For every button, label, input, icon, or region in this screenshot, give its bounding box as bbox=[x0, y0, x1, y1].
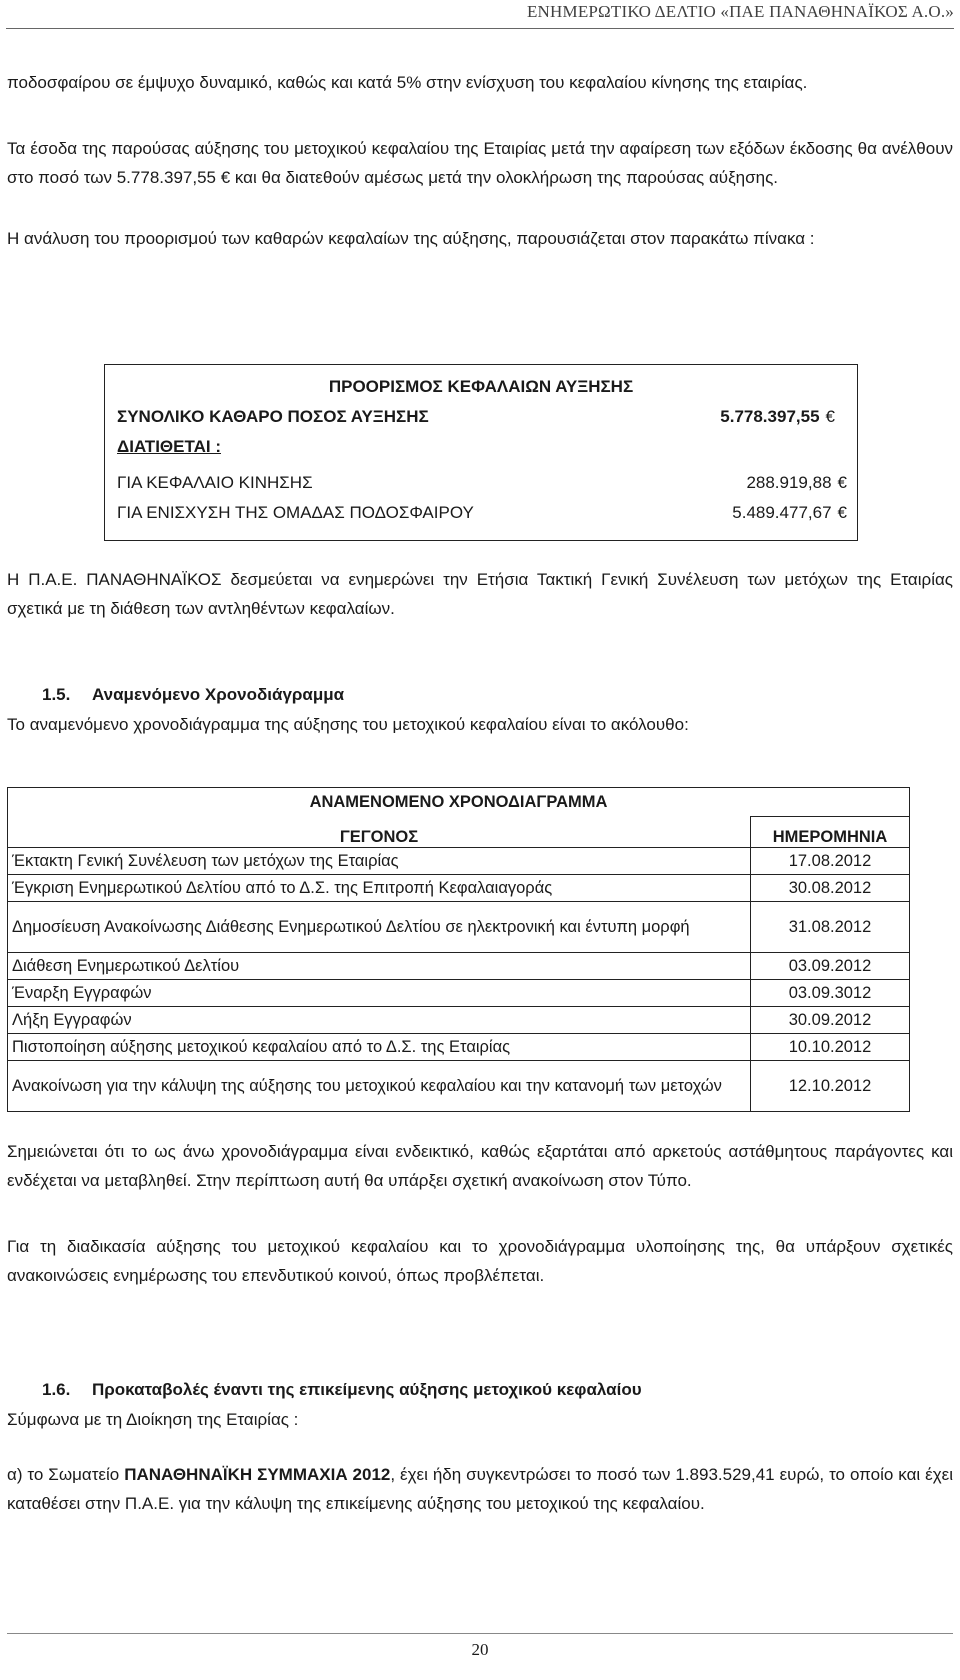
section-number: 1.5. bbox=[42, 685, 71, 704]
table-row bbox=[8, 875, 910, 902]
event-cell: Δημοσίευση Ανακοίνωσης Διάθεσης Ενημερωτικού Δελτίου σε ηλεκτρονική και έντυπη μορφή bbox=[8, 902, 751, 953]
table-row bbox=[8, 902, 910, 953]
section-title: Αναμενόμενο Χρονοδιάγραμμα bbox=[92, 685, 345, 704]
funds-row bbox=[117, 499, 847, 527]
funds-total-row bbox=[117, 403, 847, 431]
paragraph-5: Το αναμενόμενο χρονοδιάγραμμα της αύξησης του μετοχικού κεφαλαίου είναι το ακόλουθο: bbox=[7, 715, 689, 734]
column-header-event: ΓΕΓΟΝΟΣ bbox=[8, 817, 751, 848]
event-cell: Έγκριση Ενημερωτικού Δελτίου από το Δ.Σ. της Επιτροπή Κεφαλαιαγοράς bbox=[8, 875, 751, 902]
funds-row-amount: 288.919,88 bbox=[746, 473, 832, 492]
association-name: ΠΑΝΑΘΗΝΑΪΚΗ ΣΥΜΜΑΧΙΑ 2012 bbox=[124, 1465, 391, 1484]
date-cell: 30.09.2012 bbox=[751, 1007, 910, 1034]
event-cell: Λήξη Εγγραφών bbox=[8, 1007, 751, 1034]
paragraph-8: Σύμφωνα με τη Διοίκηση της Εταιρίας : bbox=[7, 1410, 299, 1429]
event-cell: Πιστοποίηση αύξησης μετοχικού κεφαλαίου από το Δ.Σ. της Εταιρίας bbox=[8, 1034, 751, 1061]
funds-row-label: ΓΙΑ ΚΕΦΑΛΑΙΟ ΚΙΝΗΣΗΣ bbox=[117, 473, 313, 492]
funds-row bbox=[117, 469, 847, 497]
funds-row-amount: 5.489.477,67 bbox=[732, 503, 832, 522]
paragraph-2: Τα έσοδα της παρούσας αύξησης του μετοχικού κεφαλαίου της Εταιρίας μετά την αφαίρεση των εξόδων έκδοσης θα ανέλθουν στο ποσό των 5.778.397,55 € και θα διατεθούν αμέσως μετά την ολοκλήρωση της παρούσας αύξησης. bbox=[7, 139, 953, 187]
euro-sign: € bbox=[825, 407, 835, 426]
funds-row-value bbox=[746, 469, 847, 497]
schedule-title-row bbox=[8, 788, 910, 817]
date-cell: 03.09.3012 bbox=[751, 980, 910, 1007]
date-cell: 03.09.2012 bbox=[751, 953, 910, 980]
table-row bbox=[8, 848, 910, 875]
schedule-header-row bbox=[8, 817, 910, 848]
paragraph-6: Σημειώνεται ότι το ως άνω χρονοδιάγραμμα είναι ενδεικτικό, καθώς εξαρτάται από αρκετούς αστάθμητους παράγοντες και ενδέχεται να μεταβληθεί. Στην περίπτωση αυτή θα υπάρξει σχετική ανακοίνωση στον Τύπο. bbox=[7, 1142, 953, 1190]
date-cell: 30.08.2012 bbox=[751, 875, 910, 902]
funds-total-amount: 5.778.397,55 bbox=[720, 407, 820, 426]
funds-allocation-table bbox=[104, 364, 858, 541]
table-row bbox=[8, 980, 910, 1007]
section-heading-1-5 bbox=[42, 685, 344, 705]
funds-table-title: ΠΡΟΟΡΙΣΜΟΣ ΚΕΦΑΛΑΙΩΝ ΑΥΞΗΣΗΣ bbox=[328, 377, 634, 396]
funds-row-label: ΓΙΑ ΕΝΙΣΧΥΣΗ ΤΗΣ ΟΜΑΔΑΣ ΠΟΔΟΣΦΑΙΡΟΥ bbox=[117, 503, 474, 522]
funds-row-value bbox=[732, 499, 847, 527]
funds-allocated-label: ΔΙΑΤΙΘΕΤΑΙ : bbox=[117, 437, 221, 456]
paragraph-9 bbox=[7, 1460, 953, 1518]
section-number: 1.6. bbox=[42, 1380, 71, 1399]
event-cell: Έκτακτη Γενική Συνέλευση των μετόχων της Εταιρίας bbox=[8, 848, 751, 875]
column-header-date: ΗΜΕΡΟΜΗΝΙΑ bbox=[751, 817, 910, 848]
schedule-table-title: ΑΝΑΜΕΝΟΜΕΝΟ ΧΡΟΝΟΔΙΑΓΡΑΜΜΑ bbox=[8, 788, 910, 817]
funds-total-label: ΣΥΝΟΛΙΚΟ ΚΑΘΑΡΟ ΠΟΣΟΣ ΑΥΞΗΣΗΣ bbox=[117, 407, 429, 426]
table-row bbox=[8, 1061, 910, 1112]
paragraph-7: Για τη διαδικασία αύξησης του μετοχικού κεφαλαίου και το χρονοδιάγραμμα υλοποίησης της, θα υπάρξουν σχετικές ανακοινώσεις ενημέρωσης του επενδυτικού κοινού, όπως προβλέπεται. bbox=[7, 1237, 953, 1285]
page-number: 20 bbox=[471, 1640, 489, 1659]
table-row bbox=[8, 953, 910, 980]
running-header: ΕΝΗΜΕΡΩΤΙΚΟ ΔΕΛΤΙΟ «ΠΑΕ ΠΑΝΑΘΗΝΑΪΚΟΣ Α.Ο.» bbox=[526, 2, 954, 21]
euro-sign: € bbox=[837, 473, 847, 492]
paragraph-9-start: α) το Σωματείο bbox=[7, 1465, 125, 1484]
table-row bbox=[8, 1034, 910, 1061]
paragraph-4: Η Π.Α.Ε. ΠΑΝΑΘΗΝΑΪΚΟΣ δεσμεύεται να ενημερώνει την Ετήσια Τακτική Γενική Συνέλευση των μετόχων της Εταιρίας σχετικά με τη διάθεση των αντληθέντων κεφαλαίων. bbox=[7, 570, 953, 618]
paragraph-9-end: , έχει ήδη συγκεντρώσει το ποσό των 1.893.529,41 ευρώ, το οποίο και έχει καταθέσει στην Π.Α.Ε. για την κάλυψη της επικείμενης αύξησης του μετοχικού της κεφαλαίου. bbox=[7, 1465, 953, 1513]
event-cell: Διάθεση Ενημερωτικού Δελτίου bbox=[8, 953, 751, 980]
schedule-table bbox=[7, 787, 910, 1112]
paragraph-1: ποδοσφαίρου σε έμψυχο δυναμικό, καθώς και κατά 5% στην ενίσχυση του κεφαλαίου κίνησης της εταιρίας. bbox=[7, 73, 808, 92]
date-cell: 10.10.2012 bbox=[751, 1034, 910, 1061]
paragraph-3: Η ανάλυση του προορισμού των καθαρών κεφαλαίων της αύξησης, παρουσιάζεται στον παρακάτω πίνακα : bbox=[7, 229, 815, 248]
euro-sign: € bbox=[837, 503, 847, 522]
table-row bbox=[8, 1007, 910, 1034]
footer-divider bbox=[7, 1633, 953, 1634]
header-divider bbox=[6, 28, 954, 29]
event-cell: Έναρξη Εγγραφών bbox=[8, 980, 751, 1007]
section-title: Προκαταβολές έναντι της επικείμενης αύξησης μετοχικού κεφαλαίου bbox=[92, 1380, 642, 1399]
section-heading-1-6 bbox=[42, 1380, 642, 1400]
date-cell: 31.08.2012 bbox=[751, 902, 910, 953]
funds-allocated-row bbox=[117, 433, 847, 461]
event-cell: Ανακοίνωση για την κάλυψη της αύξησης του μετοχικού κεφαλαίου και την κατανομή των μετοχών bbox=[8, 1061, 751, 1112]
date-cell: 17.08.2012 bbox=[751, 848, 910, 875]
date-cell: 12.10.2012 bbox=[751, 1061, 910, 1112]
funds-total-value bbox=[720, 403, 835, 431]
